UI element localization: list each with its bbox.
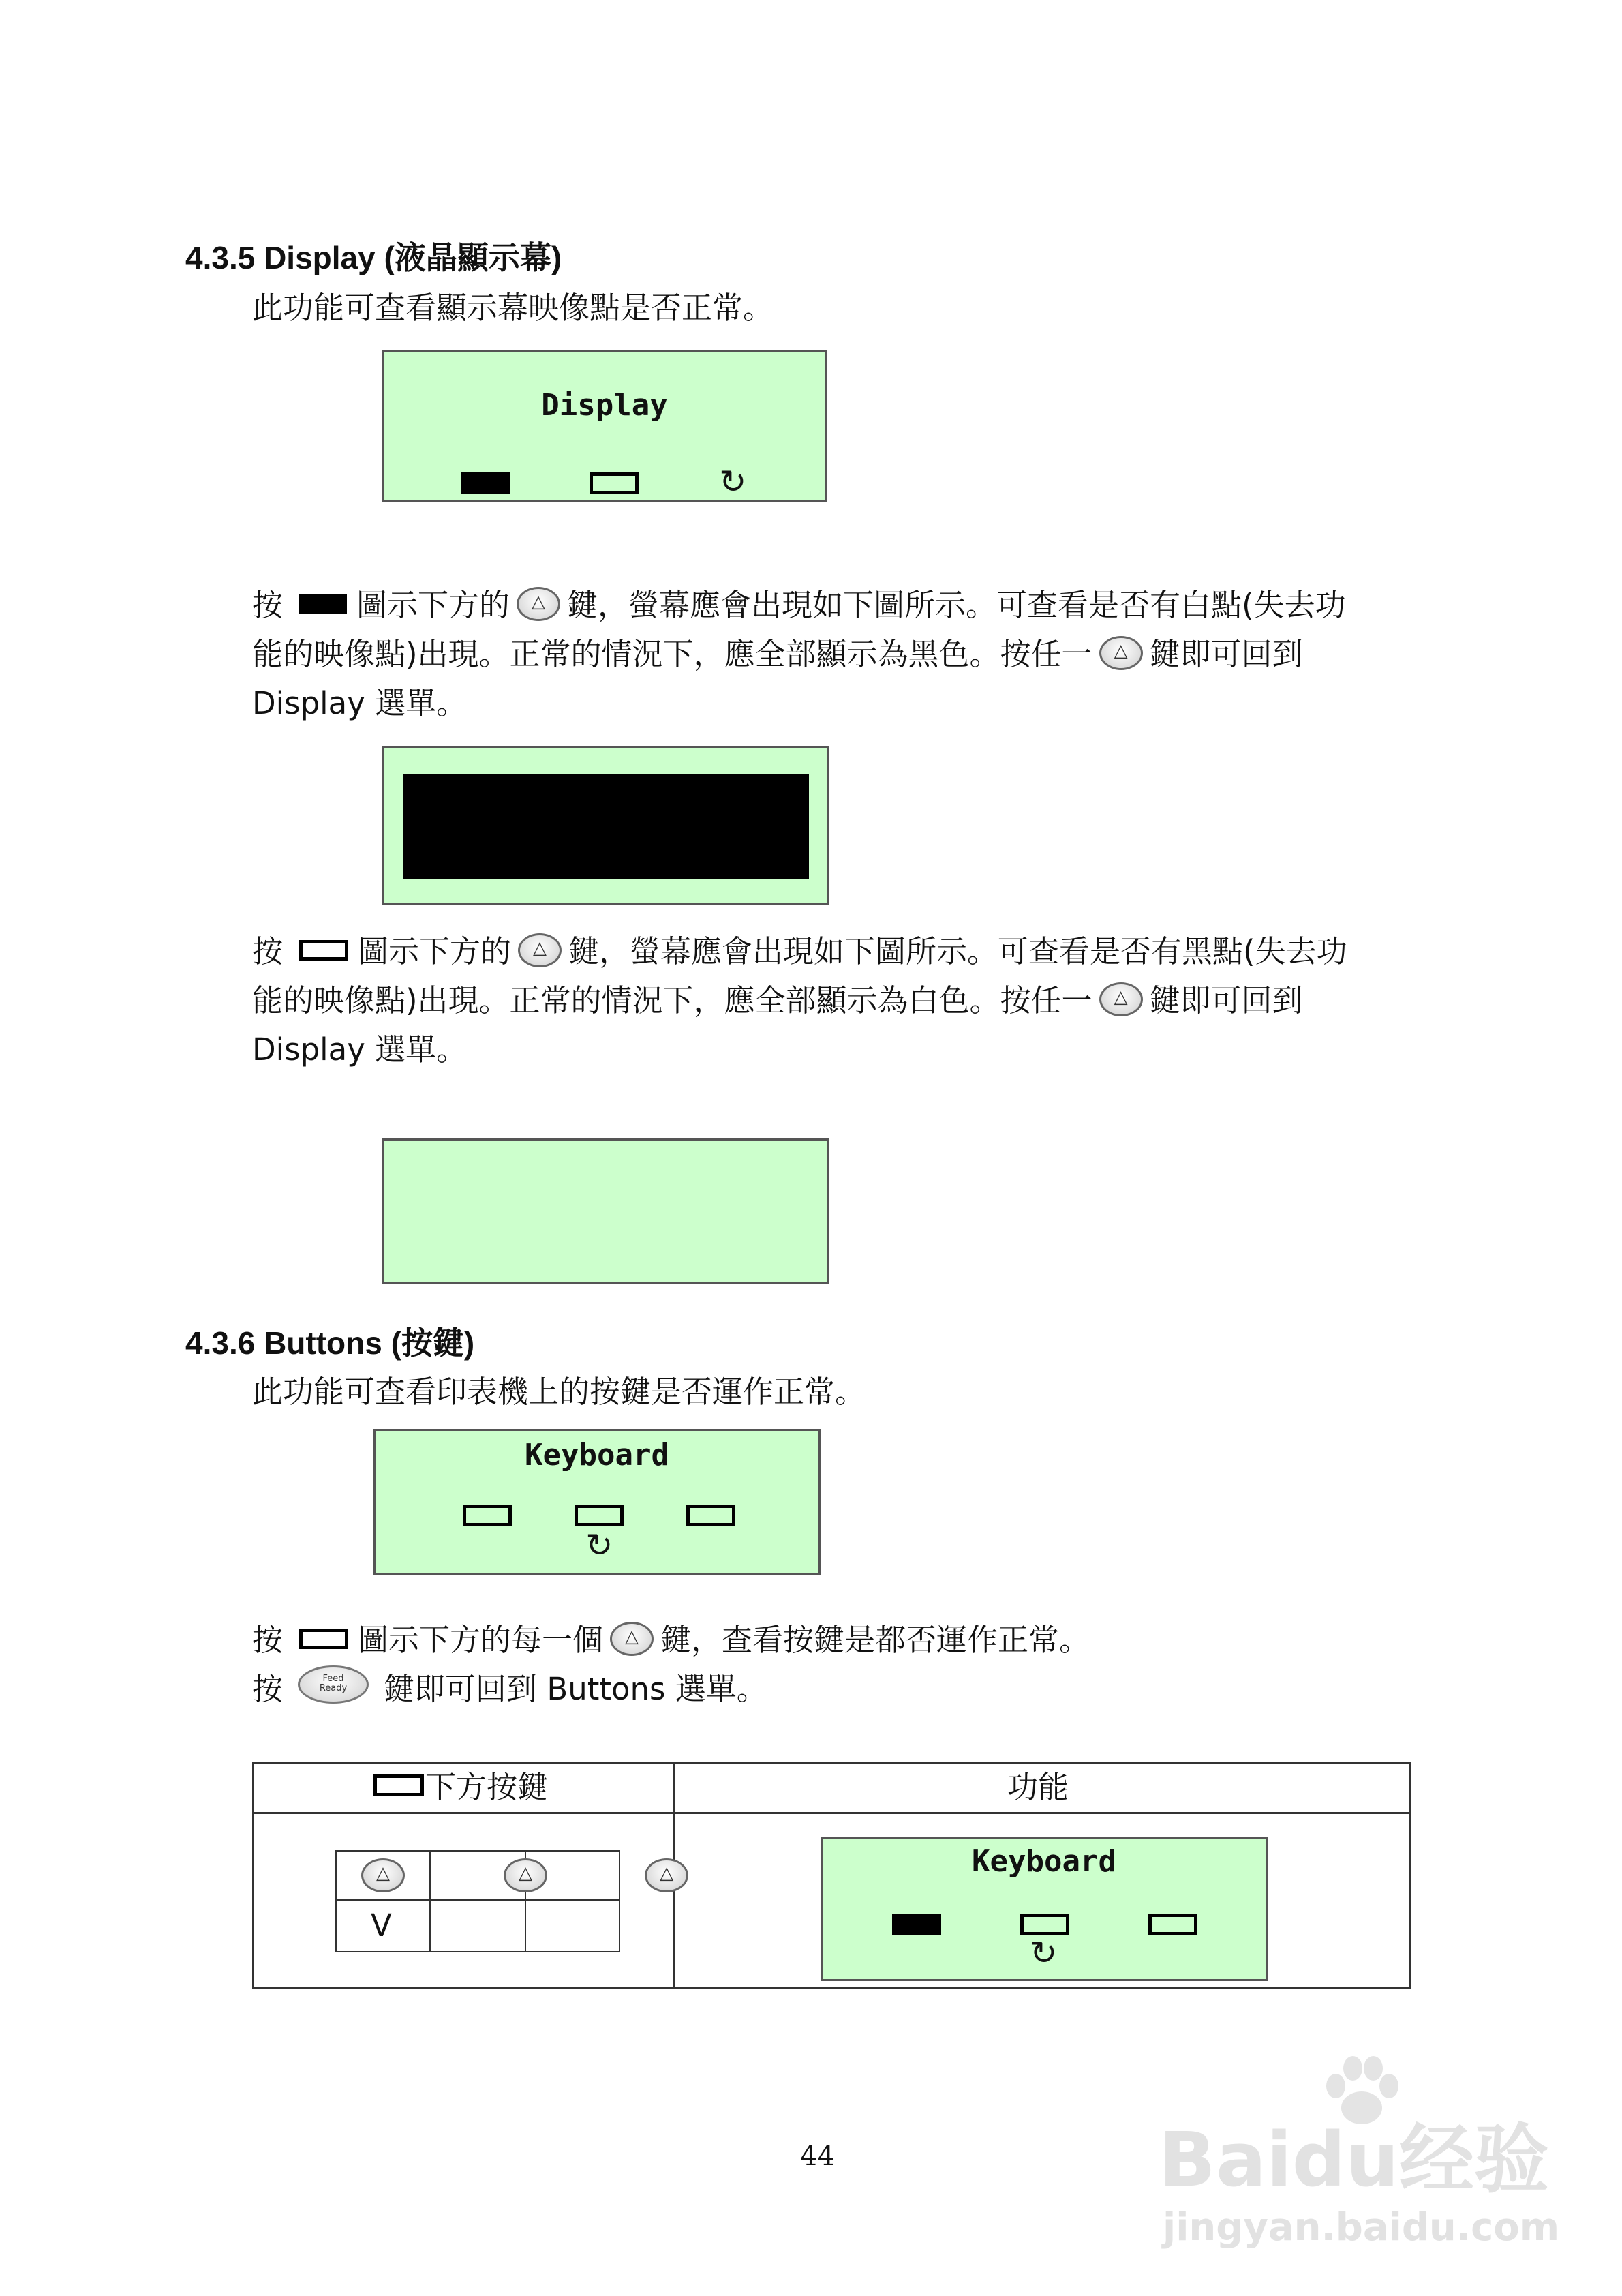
watermark-url: jingyan.baidu.com [1163, 2205, 1560, 2250]
key-indicator-icon [299, 1629, 348, 1649]
triangle-key-icon [361, 1858, 405, 1892]
white-indicator [590, 472, 639, 494]
buttons-table [252, 1762, 1411, 1989]
section-heading-display: 4.3.5 Display (液晶顯示幕) [185, 240, 562, 275]
text: 鍵，螢幕應會出現如下圖所示。可查看是否有白點(失去功 [567, 587, 1346, 623]
key-indicator-pressed [892, 1914, 941, 1935]
lcd-title: Display [541, 388, 668, 423]
refresh-icon: ↻ [719, 463, 747, 501]
text: 圖示下方的 [356, 587, 510, 623]
triangle-key-icon [1099, 982, 1143, 1016]
key-indicator-left [463, 1505, 512, 1526]
page-number: 44 [800, 2141, 835, 2172]
key-indicator-icon [373, 1774, 424, 1796]
white-test-line1 [252, 927, 1347, 976]
refresh-icon: ↻ [585, 1526, 613, 1565]
text: 按 [252, 1671, 284, 1707]
text: 鍵即可回到 [1149, 636, 1303, 672]
triangle-key-icon [1099, 636, 1143, 670]
refresh-icon: ↻ [1030, 1934, 1058, 1972]
triangle-key-icon [517, 587, 560, 621]
text: 下方按鍵 [425, 1769, 549, 1805]
black-test-line3: Display 選單。 [252, 685, 468, 721]
buttons-intro: 此功能可查看印表機上的按鍵是否運作正常。 [252, 1374, 866, 1410]
lcd-all-black [382, 746, 829, 905]
text: 能的映像點)出現。正常的情況下，應全部顯示為黑色。按任一 [252, 636, 1092, 672]
buttons-instruction-2 [252, 1665, 767, 1714]
text: 能的映像點)出現。正常的情況下，應全部顯示為白色。按任一 [252, 982, 1092, 1018]
triangle-key-icon [610, 1622, 654, 1656]
black-indicator-icon [299, 594, 347, 614]
display-intro: 此功能可查看顯示幕映像點是否正常。 [252, 290, 774, 326]
white-test-line2 [252, 976, 1303, 1025]
lcd-all-white [382, 1138, 829, 1284]
black-screen-fill [403, 774, 809, 879]
key-check-mark: V [371, 1907, 392, 1944]
text: 鍵，查看按鍵是都否運作正常。 [660, 1622, 1090, 1658]
feed-ready-key-icon [298, 1665, 369, 1704]
key-indicator-right [1148, 1914, 1197, 1935]
table-header-keys [373, 1763, 548, 1812]
key-indicator-middle [1020, 1914, 1069, 1935]
ready-label: Ready [319, 1683, 348, 1693]
lcd-display-menu [382, 350, 827, 502]
lcd-keyboard-menu [373, 1429, 821, 1575]
text: 鍵即可回到 [1149, 982, 1303, 1018]
watermark-brand: Baidu经验 [1159, 2116, 1549, 2203]
text: 鍵，螢幕應會出現如下圖所示。可查看是否有黑點(失去功 [568, 933, 1347, 969]
text: 按 [252, 1622, 284, 1658]
white-indicator-icon [299, 940, 348, 961]
lcd-keyboard-pressed [821, 1837, 1268, 1981]
key-grid [335, 1850, 620, 1952]
text: 按 [252, 587, 284, 623]
table-header-function: 功能 [1007, 1769, 1069, 1805]
white-test-line3: Display 選單。 [252, 1031, 468, 1068]
text: 鍵即可回到 Buttons 選單。 [384, 1671, 767, 1707]
baidu-watermark [1159, 2052, 1560, 2256]
triangle-key-icon [518, 933, 562, 967]
triangle-key-icon [645, 1858, 688, 1892]
lcd-title: Keyboard [525, 1438, 669, 1472]
black-test-line2 [252, 630, 1303, 679]
triangle-key-icon [504, 1858, 547, 1892]
key-indicator-right [686, 1505, 735, 1526]
black-indicator [461, 472, 510, 494]
text: 圖示下方的 [358, 933, 512, 969]
feed-label: Feed [322, 1674, 344, 1684]
text: 按 [252, 933, 284, 969]
section-heading-buttons: 4.3.6 Buttons (按鍵) [185, 1325, 475, 1361]
key-indicator-middle [575, 1505, 624, 1526]
buttons-instruction-1 [252, 1616, 1090, 1665]
black-test-line1 [252, 581, 1346, 630]
text: 圖示下方的每一個 [358, 1622, 604, 1658]
lcd-title: Keyboard [972, 1844, 1116, 1879]
